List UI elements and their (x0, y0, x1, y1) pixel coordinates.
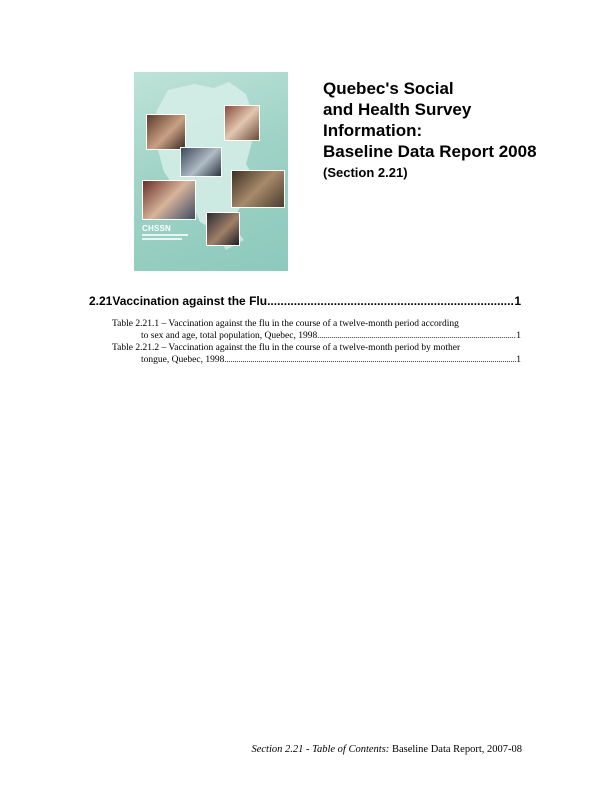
toc-dot-leader (224, 354, 516, 366)
title-line: and Health Survey (323, 100, 472, 119)
footer-text: Baseline Data Report, 2007-08 (389, 744, 522, 755)
title-line: Quebec's Social (323, 79, 454, 98)
section-label: (Section 2.21) (323, 165, 408, 180)
toc-entry-page: 1 (516, 355, 521, 365)
toc-table-entry[interactable] (112, 318, 521, 342)
cover-photo-seniors (224, 105, 260, 141)
cover-photo-caregiver (142, 180, 196, 220)
toc-table-entry[interactable] (112, 342, 521, 366)
title-line: Baseline Data Report 2008 (323, 142, 537, 161)
toc-entry-line: Table 2.21.1 – Vaccination against the flu in the course of a twelve-month period according (112, 319, 459, 329)
page-footer (251, 744, 522, 755)
cover-photo-teen (146, 114, 186, 150)
toc-heading-number: 2.21 (89, 294, 113, 308)
cover-logo-rule (142, 238, 182, 240)
cover-logo-rule (142, 234, 188, 236)
cover-photo-doctor (180, 147, 222, 177)
cover-logo-text: CHSSN (142, 224, 172, 233)
toc-entry-line: to sex and age, total population, Quebec, 1998 (141, 331, 318, 341)
cover-photo-family (231, 170, 285, 208)
toc-entry-line: Table 2.21.2 – Vaccination against the flu in the course of a twelve-month period by mother (112, 343, 461, 353)
toc-entry-page: 1 (516, 331, 521, 341)
toc-dot-leader (267, 294, 514, 308)
report-cover-image (134, 72, 288, 271)
toc-heading-label: Vaccination against the Flu (112, 294, 268, 308)
toc-heading-entry[interactable] (89, 294, 521, 308)
toc-heading-page: 1 (514, 294, 521, 308)
toc-entry-line: tongue, Quebec, 1998 (141, 355, 225, 365)
toc-dot-leader (317, 330, 516, 342)
title-line: Information: (323, 121, 423, 140)
footer-italic: Section 2.21 - Table of Contents: (251, 744, 390, 755)
report-title (323, 78, 573, 182)
cover-photo-man (206, 212, 240, 246)
